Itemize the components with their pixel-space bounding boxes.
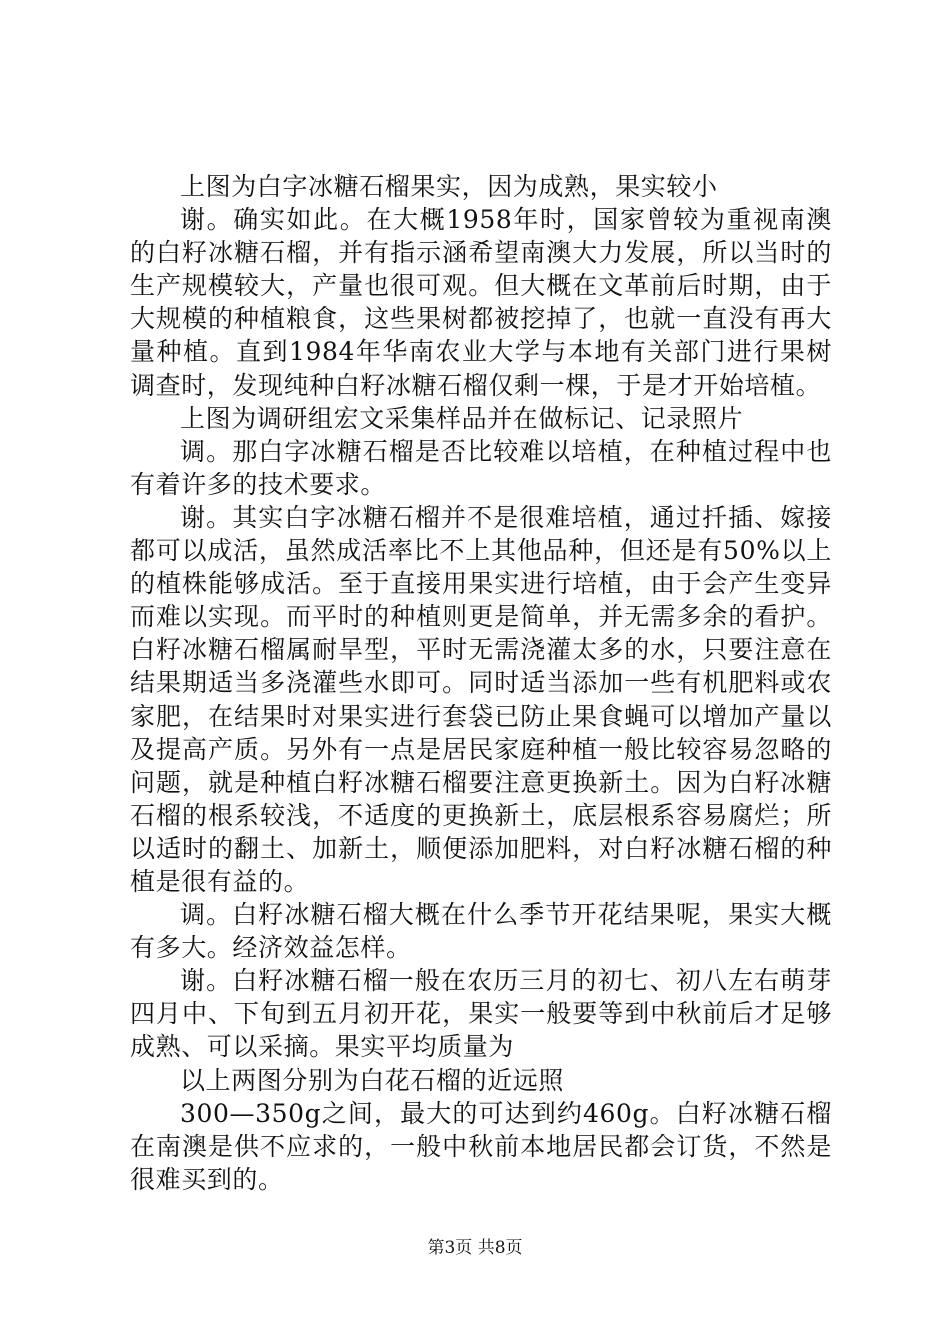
paragraph-answer-season: 谢。白籽冰糖石榴一般在农历三月的初七、初八左右萌芽四月中、下旬到五月初开花，果实一般要等到中秋前后才足够成熟、可以采摘。果实平均质量为 [130,966,832,1062]
paragraph-question-season: 调。白籽冰糖石榴大概在什么季节开花结果呢，果实大概有多大。经济效益怎样。 [130,900,832,963]
paragraph-answer-cultivation: 谢。其实白字冰糖石榴并不是很难培植，通过扦插、嫁接都可以成活，虽然成活率比不上其他品种，但还是有50%以上的植株能够成活。至于直接用果实进行培植，由于会产生变异而难以实现。而平时的种植则更是简单，并无需多余的看护。白籽冰糖石榴属耐旱型，平时无需浇灌太多的水，只要注意在结果期适当多浇灌些水即可。同时适当添加一些有机肥料或农家肥，在结果时对果实进行套袋已防止果食蝇可以增加产量以及提高产质。另外有一点是居民家庭种植一般比较容易忽略的问题，就是种植白籽冰糖石榴要注意更换新土。因为白籽冰糖石榴的根系较浅，不适度的更换新土，底层根系容易腐烂；所以适时的翻土、加新土，顺便添加肥料，对白籽冰糖石榴的种植是很有益的。 [130,502,832,896]
body-text [130,170,832,1196]
page-footer: 第3页 共8页 [427,1238,523,1258]
paragraph-caption-flowers: 以上两图分别为白花石榴的近远照 [180,1065,565,1095]
paragraph-caption-survey: 上图为调研组宏文采集样品并在做标记、记录照片 [180,403,744,433]
paragraph-question-cultivation: 调。那白字冰糖石榴是否比较难以培植，在种植过程中也有着许多的技术要求。 [130,436,832,499]
paragraph-answer-history: 谢。确实如此。在大概1958年时，国家曾较为重视南澳的白籽冰糖石榴，并有指示涵希望南澳大力发展，所以当时的生产规模较大，产量也很可观。但大概在文革前后时期，由于大规模的种植粮食，这些果树都被挖掉了，也就一直没有再大量种植。直到1984年华南农业大学与本地有关部门进行果树调查时，发现纯种白籽冰糖石榴仅剩一棵，于是才开始培植。 [130,205,832,400]
paragraph-caption-fruit: 上图为白字冰糖石榴果实，因为成熟，果实较小 [180,172,718,201]
paragraph-answer-weight: 300—350g之间，最大的可达到约460g。白籽冰糖石榴在南澳是供不应求的，一般中秋前本地居民都会订货，不然是很难买到的。 [130,1098,832,1194]
